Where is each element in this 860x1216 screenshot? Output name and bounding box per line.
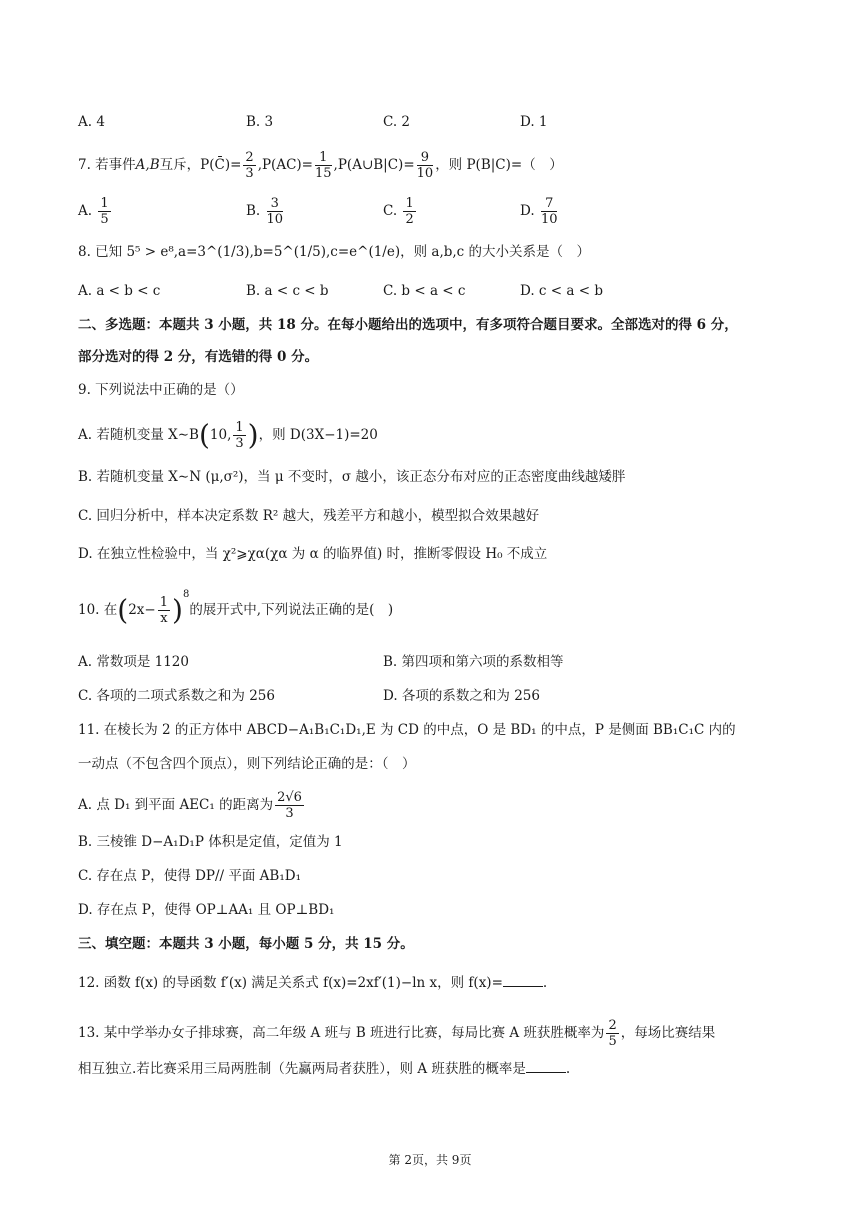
section-fill-blank-heading: 三、填空题：本题共 3 小题，每小题 5 分，共 15 分。: [78, 936, 414, 952]
q7-option-c: C. $\frac{1}{2}$: [383, 196, 414, 227]
q12-answer-blank: [503, 972, 543, 987]
q13-stem-line2: 相互独立.若比赛采用三局两胜制（先赢两局者获胜），则 A 班获胜的概率是 .: [78, 1058, 570, 1079]
q10-option-b: B. 第四项和第六项的系数相等: [383, 654, 564, 670]
q10-option-d: D. 各项的系数之和为 256: [383, 688, 540, 704]
q11-option-c: C. 存在点 P，使得 DP// 平面 AB₁D₁: [78, 868, 302, 884]
q13-stem-line1: 13. 某中学举办女子排球赛，高二年级 A 班与 B 班进行比赛，每局比赛 A 班获胜概率为 $\frac{2}{5}$ ，每场比赛结果: [78, 1018, 716, 1049]
q9-option-b: B. 若随机变量 X∼N (μ,σ²)，当 μ 不变时，σ 越小，该正态分布对应的正态密度曲线越矮胖: [78, 469, 626, 485]
q8-stem: 8. 已知 5⁵ > e⁸,a=3^(1/3),b=5^(1/5),c=e^(1/e)，则 a,b,c 的大小关系是（ ）: [78, 244, 591, 260]
q8-option-c: C. b < a < c: [383, 283, 466, 299]
q12-stem: 12. 函数 f(x) 的导函数 f′(x) 满足关系式 f(x)=2xf′(1)−ln x，则 f(x)= .: [78, 972, 547, 993]
q13-answer-blank: [526, 1058, 566, 1073]
q11-option-d: D. 存在点 P，使得 OP⊥AA₁ 且 OP⊥BD₁: [78, 902, 335, 918]
q11-option-a: A. 点 D₁ 到平面 AEC₁ 的距离为 $\frac{2√6}{3}$: [78, 790, 302, 821]
q10-option-a: A. 常数项是 1120: [78, 654, 189, 670]
q10-stem: 10. 在(2x− $\frac{1}{x}$ )$^8$的展开式中,下列说法正确的是( ): [78, 588, 394, 627]
section-multi-choice-heading-line2: 部分选对的得 2 分，有选错的得 0 分。: [78, 349, 319, 365]
q11-stem-line2: 一动点（不包含四个顶点），则下列结论正确的是：（ ）: [78, 756, 416, 772]
q8-option-b: B. a < c < b: [246, 283, 329, 299]
q11-option-b: B. 三棱锥 D−A₁D₁P 体积是定值，定值为 1: [78, 834, 343, 850]
page-footer: 第 2页，共 9页: [388, 1153, 472, 1167]
q9-option-a: A. 若随机变量 X∼B(10, $\frac{1}{3}$ )，则 D(3X−1)=20: [78, 418, 378, 452]
q7-option-d: D. $\frac{7}{10}$: [520, 196, 558, 227]
q9-stem: 9. 下列说法中正确的是（）: [78, 382, 244, 398]
q6-option-c: C. 2: [383, 114, 411, 130]
q6-option-a: A. 4: [78, 114, 105, 130]
q9-option-c: C. 回归分析中，样本决定系数 R² 越大，残差平方和越小，模型拟合效果越好: [78, 508, 540, 524]
section-multi-choice-heading-line1: 二、多选题：本题共 3 小题，共 18 分。在每小题给出的选项中，有多项符合题目要求。全部选对的得 6 分，: [78, 317, 738, 333]
q6-option-b: B. 3: [246, 114, 274, 130]
q7-stem: 7. 若事件A,B互斥，P(C̄)= $\frac{2}{3}$ ,P(AC)= $\frac{1}{15}$ ,P(A∪B|C)= $\frac{9}{10}$ ，则 P(B|C)=（ ）: [78, 150, 563, 181]
q7-option-a: A. $\frac{1}{5}$: [78, 196, 109, 227]
q6-option-d: D. 1: [520, 114, 548, 130]
q8-option-d: D. c < a < b: [520, 283, 603, 299]
q11-stem-line1: 11. 在棱长为 2 的正方体中 ABCD−A₁B₁C₁D₁,E 为 CD 的中点，O 是 BD₁ 的中点，P 是侧面 BB₁C₁C 内的: [78, 722, 736, 738]
q9-option-d: D. 在独立性检验中，当 χ²⩾χα(χα 为 α 的临界值) 时，推断零假设 H₀ 不成立: [78, 546, 548, 562]
q10-option-c: C. 各项的二项式系数之和为 256: [78, 688, 275, 704]
q7-option-b: B. $\frac{3}{10}$: [246, 196, 284, 227]
q8-option-a: A. a < b < c: [78, 283, 161, 299]
